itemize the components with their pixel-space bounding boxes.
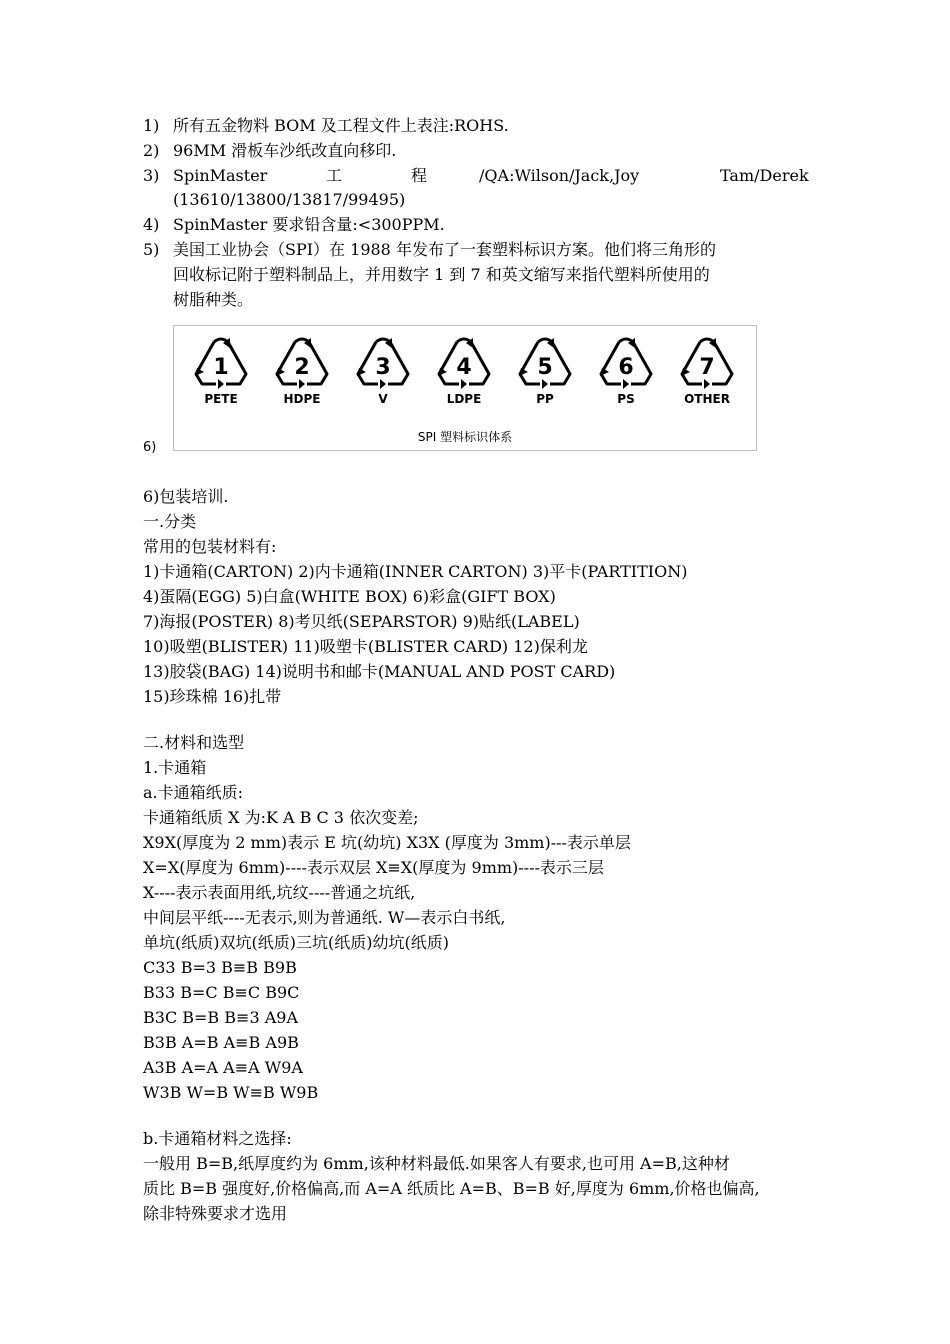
list-item-text: 回收标记附于塑料制品上，并用数字 1 到 7 和英文缩写来指代塑料所使用的 — [173, 265, 710, 284]
list-number: 1) — [143, 116, 160, 135]
section-heading: 一.分类 — [143, 512, 197, 531]
body-line: 6)包装培训. — [143, 487, 229, 506]
spi-code-label: HDPE — [283, 392, 321, 406]
list-item-text-part: /QA:Wilson/Jack,Joy — [479, 166, 640, 185]
body-line: 除非特殊要求才选用 — [143, 1204, 288, 1223]
recycle-triangle-icon — [190, 334, 252, 392]
list-number: 2) — [143, 141, 160, 160]
recycle-triangle-icon — [676, 334, 738, 392]
body-line: 13)胶袋(BAG) 14)说明书和邮卡(MANUAL AND POST CARD) — [143, 662, 616, 681]
list-item-text: 树脂种类。 — [173, 290, 254, 309]
table-row: B3C B=B B≡3 A9A — [143, 1008, 298, 1027]
list-number: 6) — [143, 440, 157, 455]
spi-digit: 1 — [213, 355, 229, 380]
recycle-triangle-icon — [271, 334, 333, 392]
body-line: 卡通箱纸质 X 为:K A B C 3 依次变差; — [143, 808, 419, 827]
body-line: X9X(厚度为 2 mm)表示 E 坑(幼坑) X3X (厚度为 3mm)---表示单层 — [143, 833, 631, 852]
body-line: 15)珍珠棉 16)扎带 — [143, 687, 282, 706]
spi-digit: 7 — [699, 355, 715, 380]
list-item-text-continuation: (13610/13800/13817/99495) — [173, 190, 406, 209]
recycle-triangle-icon — [514, 334, 576, 392]
body-line: X=X(厚度为 6mm)----表示双层 X≡X(厚度为 9mm)----表示三层 — [143, 858, 604, 877]
spi-digit: 2 — [294, 355, 310, 380]
body-line: 10)吸塑(BLISTER) 11)吸塑卡(BLISTER CARD) 12)保利龙 — [143, 637, 588, 656]
recycle-triangle-icon — [433, 334, 495, 392]
table-row: C33 B=3 B≡B B9B — [143, 958, 297, 977]
body-line: X----表示表面用纸,坑纹----普通之坑纸, — [143, 883, 416, 902]
body-line: 常用的包装材料有: — [143, 537, 277, 556]
subsection-heading: 1.卡通箱 — [143, 758, 207, 777]
spi-code-label: PETE — [204, 392, 238, 406]
spi-code-label: LDPE — [446, 392, 482, 406]
body-line: 1)卡通箱(CARTON) 2)内卡通箱(INNER CARTON) 3)平卡(PARTITION) — [143, 562, 688, 581]
body-line: 单坑(纸质)双坑(纸质)三坑(纸质)幼坑(纸质) — [143, 933, 449, 952]
subsection-heading: a.卡通箱纸质: — [143, 783, 244, 802]
list-number: 5) — [143, 240, 160, 259]
table-row: B3B A=B A≡B A9B — [143, 1033, 299, 1052]
table-row: W3B W=B W≡B W9B — [143, 1083, 319, 1102]
list-number: 3) — [143, 166, 160, 185]
list-item-text-part: 程 — [411, 166, 428, 185]
table-row: A3B A=A A≡A W9A — [143, 1058, 303, 1077]
spi-code-label: OTHER — [684, 392, 730, 406]
recycle-triangle-icon — [595, 334, 657, 392]
body-line: 一般用 B=B,纸厚度约为 6mm,该种材料最低.如果客人有要求,也可用 A=B,这种材 — [143, 1154, 730, 1173]
table-row: B33 B=C B≡C B9C — [143, 983, 300, 1002]
recycle-triangle-icon — [352, 334, 414, 392]
spi-code-label: PS — [617, 392, 635, 406]
list-item-text: 96MM 滑板车沙纸改直向移印. — [173, 141, 397, 160]
spi-digit: 6 — [618, 355, 634, 380]
spi-code-label: PP — [536, 392, 554, 406]
subsection-heading: b.卡通箱材料之选择: — [143, 1129, 292, 1148]
body-line: 中间层平纸----无表示,则为普通纸. W—表示白书纸, — [143, 908, 506, 927]
list-number: 4) — [143, 215, 160, 234]
spi-digit: 4 — [456, 355, 472, 380]
list-item-text-part: 工 — [326, 166, 343, 185]
body-line: 7)海报(POSTER) 8)考贝纸(SEPARSTOR) 9)贴纸(LABEL) — [143, 612, 580, 631]
list-item-text-part: SpinMaster — [173, 166, 268, 185]
spi-digit: 3 — [375, 355, 391, 380]
body-line: 4)蛋隔(EGG) 5)白盒(WHITE BOX) 6)彩盒(GIFT BOX) — [143, 587, 556, 606]
spi-caption: SPI 塑料标识体系 — [417, 430, 513, 444]
spi-code-label: V — [378, 392, 388, 406]
list-item-text-part: Tam/Derek — [720, 166, 809, 185]
list-item-text: 美国工业协会（SPI）在 1988 年发布了一套塑料标识方案。他们将三角形的 — [173, 240, 716, 259]
list-item-text: 所有五金物料 BOM 及工程文件上表注:ROHS. — [173, 116, 509, 135]
section-heading: 二.材料和选型 — [143, 733, 245, 752]
list-item-text: SpinMaster 要求铅含量:<300PPM. — [173, 215, 445, 234]
spi-digit: 5 — [537, 355, 553, 380]
body-line: 质比 B=B 强度好,价格偏高,而 A=A 纸质比 A=B、B=B 好,厚度为 6mm,价格也偏高, — [143, 1179, 760, 1198]
